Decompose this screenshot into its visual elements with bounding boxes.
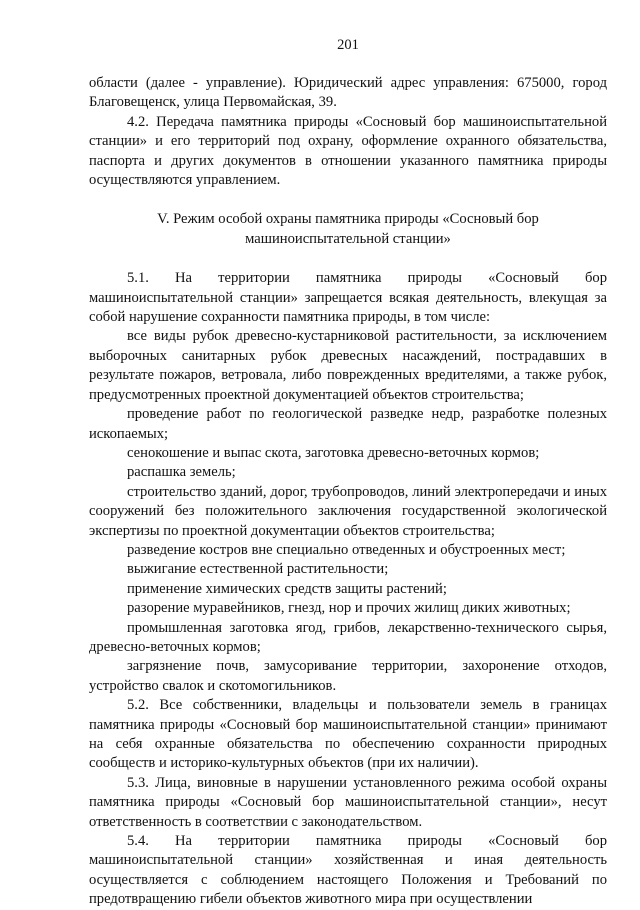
paragraph-5-4: 5.4. На территории памятника природы «Сосновый бор машиноиспытательной станции» хозяйственная и иная деятельность осуществляется с соблюдением настоящего Положения и Требований по предотвращению гибели объектов животного мира при осуществлении xyxy=(89,833,607,908)
list-item-logging: все виды рубок древесно-кустарниковой растительности, за исключением выборочных санитарных рубок древесных насаждений, пострадавших в результате пожаров, ветровала, либо поврежденных вредителями, а также рубок, предусмотренных проектной документацией объектов строительства; xyxy=(89,328,607,403)
list-item-anthills: разорение муравейников, гнезд, нор и прочих жилищ диких животных; xyxy=(127,600,571,617)
list-item-fires: разведение костров вне специально отведенных и обустроенных мест; xyxy=(127,541,566,558)
section-heading-line-2: машиноиспытательной станции» xyxy=(245,230,451,247)
list-item-geology: проведение работ по геологической разведке недр, разработке полезных ископаемых; xyxy=(89,406,607,442)
paragraph-5-1: 5.1. На территории памятника природы «Сосновый бор машиноиспытательной станции» запрещается всякая деятельность, влекущая за собой нарушение сохранности памятника природы, в том числе: xyxy=(89,270,607,326)
list-item-pollution: загрязнение почв, замусоривание территории, захоронение отходов, устройство свалок и скотомогильников. xyxy=(89,658,607,694)
paragraph-4-2: 4.2. Передача памятника природы «Сосновый бор машиноиспытательной станции» и его территорий под охрану, оформление охранного обязательства, паспорта и других документов в отношении указанного памятника природы осуществляются управлением. xyxy=(89,113,607,189)
list-item-chemicals: применение химических средств защиты растений; xyxy=(127,580,447,597)
list-item-harvesting: промышленная заготовка ягод, грибов, лекарственно-технического сырья, древесно-веточных кормов; xyxy=(89,619,607,655)
list-item-haymaking: сенокошение и выпас скота, заготовка древесно-веточных кормов; xyxy=(127,444,540,461)
list-item-construction: строительство зданий, дорог, трубопроводов, линий электропередачи и иных сооружений без положительного заключения государственной экологической экспертизы по проектной документации объектов строительства; xyxy=(89,483,607,539)
paragraph-5-2: 5.2. Все собственники, владельцы и пользователи земель в границах памятника природы «Сосновый бор машиноиспытательной станции» принимают на себя охранные обязательства по обеспечению сохранности природных сообществ и историко-культурных объектов (при их наличии). xyxy=(89,697,607,772)
page-number: 201 xyxy=(337,37,359,53)
list-item-plowing: распашка земель; xyxy=(127,464,236,481)
paragraph-5-3: 5.3. Лица, виновные в нарушении установленного режима особой охраны памятника природы «Сосновый бор машиноиспытательной станции», несут ответственность в соответствии с законодательством. xyxy=(89,774,607,830)
list-item-burning: выжигание естественной растительности; xyxy=(127,561,389,578)
paragraph-address: области (далее - управление). Юридический адрес управления: 675000, город Благовещенск, улица Первомайская, 39. xyxy=(89,75,607,111)
section-heading xyxy=(89,210,607,249)
section-heading-line-1: V. Режим особой охраны памятника природы «Сосновый бор xyxy=(157,211,539,228)
